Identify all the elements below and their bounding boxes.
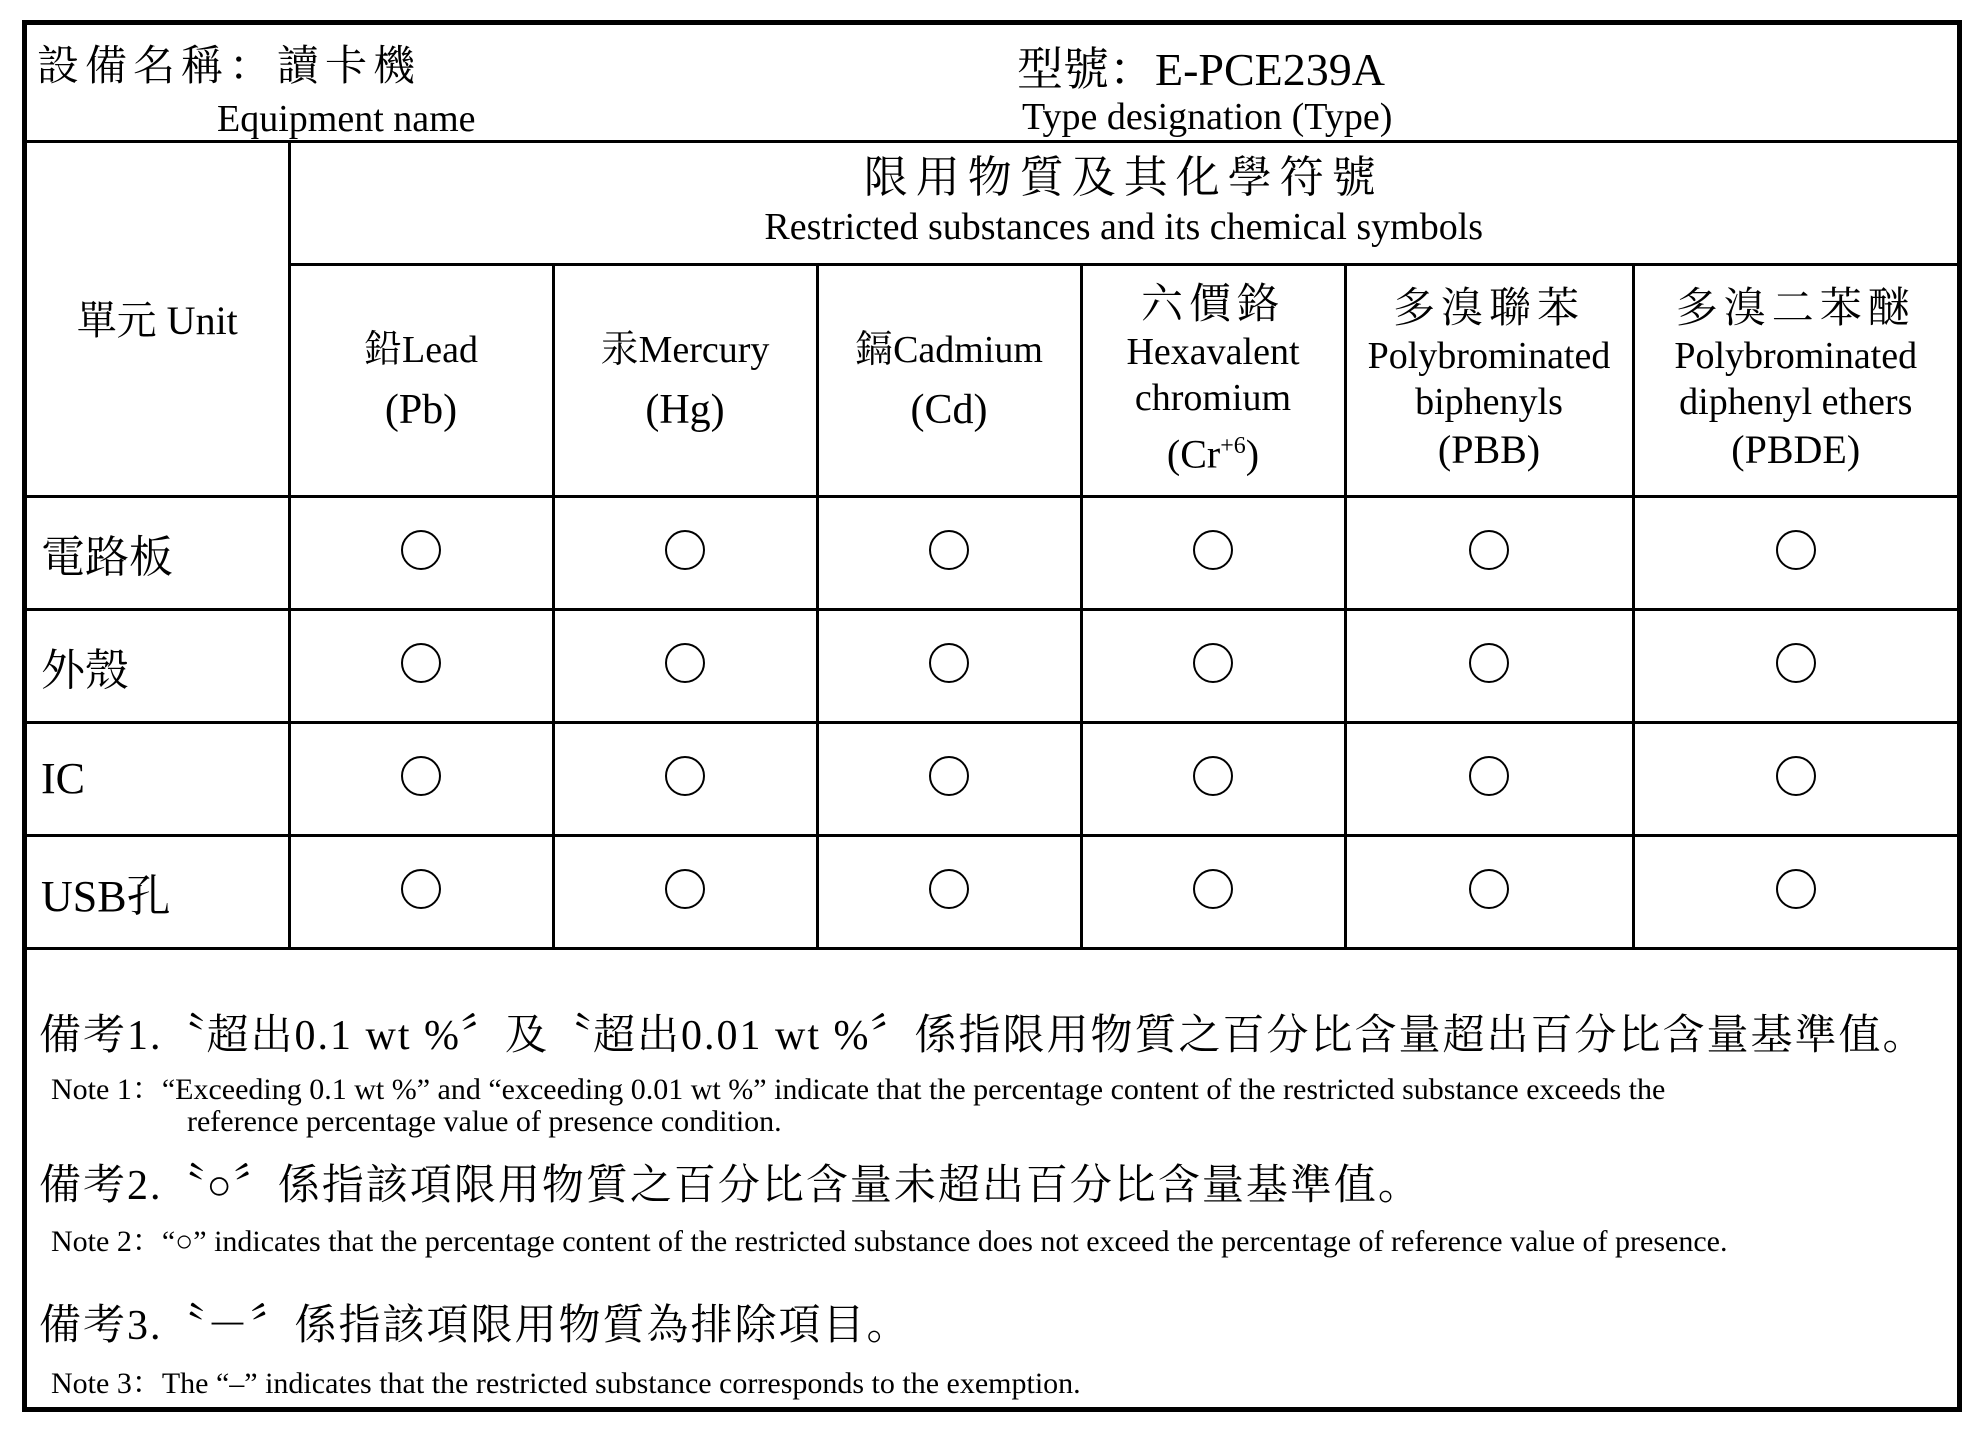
- equipment-name-zh: 設備名稱：讀卡機: [37, 44, 422, 90]
- restricted-substances-header: [289, 140, 1957, 264]
- type-designation-en: Type designation (Type): [1022, 96, 1393, 138]
- substance-name-en-1: Hexavalent: [1126, 330, 1300, 373]
- not-exceed-circle-icon: [401, 756, 441, 796]
- presence-cell: [553, 722, 817, 835]
- substance-symbol: $(Cr^{+6})$: [1166, 431, 1260, 477]
- restricted-substances-table: [27, 140, 1957, 950]
- not-exceed-circle-icon: [1469, 869, 1509, 909]
- not-exceed-circle-icon: [665, 869, 705, 909]
- not-exceed-circle-icon: [929, 869, 969, 909]
- presence-cell: [1633, 609, 1957, 722]
- substance-header-hexavalent-chromium: [1081, 264, 1345, 496]
- not-exceed-circle-icon: [1193, 869, 1233, 909]
- not-exceed-circle-icon: [929, 756, 969, 796]
- not-exceed-circle-icon: [1193, 530, 1233, 570]
- substance-header-pbb: [1345, 264, 1633, 496]
- substance-header-cadmium: [817, 264, 1081, 496]
- substance-name: 鉛Lead: [364, 329, 478, 371]
- unit-cell: USB孔: [27, 835, 289, 948]
- not-exceed-circle-icon: [1193, 756, 1233, 796]
- presence-cell: [1633, 835, 1957, 948]
- not-exceed-circle-icon: [401, 530, 441, 570]
- note-1-en-line-1: Note 1：“Exceeding 0.1 wt %” and “exceeding 0.01 wt %” indicate that the percentage content of the restricted substance exceeds the: [51, 1073, 1666, 1106]
- table-row: [27, 609, 1957, 722]
- substance-symbol: (Pb): [384, 387, 458, 433]
- presence-cell: [289, 609, 553, 722]
- not-exceed-circle-icon: [665, 756, 705, 796]
- unit-cell: IC: [27, 722, 289, 835]
- substance-symbol: (PBDE): [1731, 427, 1861, 472]
- presence-cell: [1081, 835, 1345, 948]
- presence-cell: [817, 835, 1081, 948]
- not-exceed-circle-icon: [401, 643, 441, 683]
- presence-cell: [553, 496, 817, 609]
- rohs-declaration-frame: [22, 20, 1962, 1412]
- not-exceed-circle-icon: [1776, 643, 1816, 683]
- substance-name-en-2: diphenyl ethers: [1679, 381, 1913, 423]
- presence-cell: [817, 609, 1081, 722]
- unit-cell: 外殼: [27, 609, 289, 722]
- table-row: [27, 496, 1957, 609]
- equipment-name-en: Equipment name: [217, 98, 476, 140]
- not-exceed-circle-icon: [665, 530, 705, 570]
- note-2-en: Note 2：“○” indicates that the percentage content of the restricted substance does not exceed the percentage of reference value of presence.: [51, 1225, 1728, 1258]
- presence-cell: [1633, 722, 1957, 835]
- substance-name-zh: 多溴聯苯: [1392, 286, 1585, 332]
- substance-name-en-1: Polybrominated: [1674, 335, 1918, 377]
- substance-header-pbde: [1633, 264, 1957, 496]
- unit-cell: 電路板: [27, 496, 289, 609]
- not-exceed-circle-icon: [665, 643, 705, 683]
- not-exceed-circle-icon: [929, 530, 969, 570]
- substance-symbol: (Cd): [910, 387, 988, 433]
- unit-header: 單元 Unit: [27, 140, 289, 496]
- presence-cell: [1345, 609, 1633, 722]
- not-exceed-circle-icon: [1469, 756, 1509, 796]
- note-3-zh: 備考3.〝－〞係指該項限用物質為排除項目。: [39, 1303, 911, 1349]
- not-exceed-circle-icon: [929, 643, 969, 683]
- presence-cell: [817, 496, 1081, 609]
- table-row: [27, 835, 1957, 948]
- substance-name: 汞Mercury: [600, 329, 770, 371]
- presence-cell: [1345, 496, 1633, 609]
- not-exceed-circle-icon: [1776, 756, 1816, 796]
- note-1-en-line-2: reference percentage value of presence condition.: [187, 1105, 782, 1138]
- presence-cell: [553, 609, 817, 722]
- presence-cell: [1345, 722, 1633, 835]
- presence-cell: [553, 835, 817, 948]
- substance-name-en-2: biphenyls: [1415, 381, 1563, 423]
- presence-cell: [1081, 609, 1345, 722]
- substance-name-zh: 多溴二苯醚: [1675, 286, 1916, 332]
- note-1-zh: 備考1.〝超出0.1 wt %〞及〝超出0.01 wt %〞係指限用物質之百分比含量超出百分比含量基準值。: [39, 1013, 1927, 1059]
- restricted-substances-zh: 限用物質及其化學符號: [863, 153, 1384, 203]
- substance-header-lead: [289, 264, 553, 496]
- presence-cell: [289, 835, 553, 948]
- substance-header-mercury: [553, 264, 817, 496]
- substance-name-en-2: chromium: [1134, 376, 1292, 419]
- presence-cell: [1633, 496, 1957, 609]
- presence-cell: [1081, 722, 1345, 835]
- not-exceed-circle-icon: [1193, 643, 1233, 683]
- type-designation-zh: 型號：E-PCE239A: [1017, 44, 1385, 95]
- not-exceed-circle-icon: [401, 869, 441, 909]
- not-exceed-circle-icon: [1469, 643, 1509, 683]
- presence-cell: [289, 722, 553, 835]
- presence-cell: [289, 496, 553, 609]
- substance-name-en-1: Polybrominated: [1367, 335, 1611, 377]
- substance-symbol: (PBB): [1437, 427, 1541, 472]
- note-2-zh: 備考2.〝○〞係指該項限用物質之百分比含量未超出百分比含量基準值。: [39, 1163, 1422, 1209]
- restricted-substances-en: Restricted substances and its chemical symbols: [764, 206, 1484, 249]
- presence-cell: [1081, 496, 1345, 609]
- substance-name-zh: 六價鉻: [1140, 281, 1285, 328]
- presence-cell: [817, 722, 1081, 835]
- table-row: [27, 722, 1957, 835]
- not-exceed-circle-icon: [1776, 869, 1816, 909]
- substance-symbol: (Hg): [645, 387, 725, 433]
- substance-name: 鎘Cadmium: [855, 329, 1043, 371]
- not-exceed-circle-icon: [1469, 530, 1509, 570]
- header-row: [27, 25, 1957, 143]
- not-exceed-circle-icon: [1776, 530, 1816, 570]
- note-3-en: Note 3：The “–” indicates that the restricted substance corresponds to the exemption.: [51, 1367, 1081, 1400]
- presence-cell: [1345, 835, 1633, 948]
